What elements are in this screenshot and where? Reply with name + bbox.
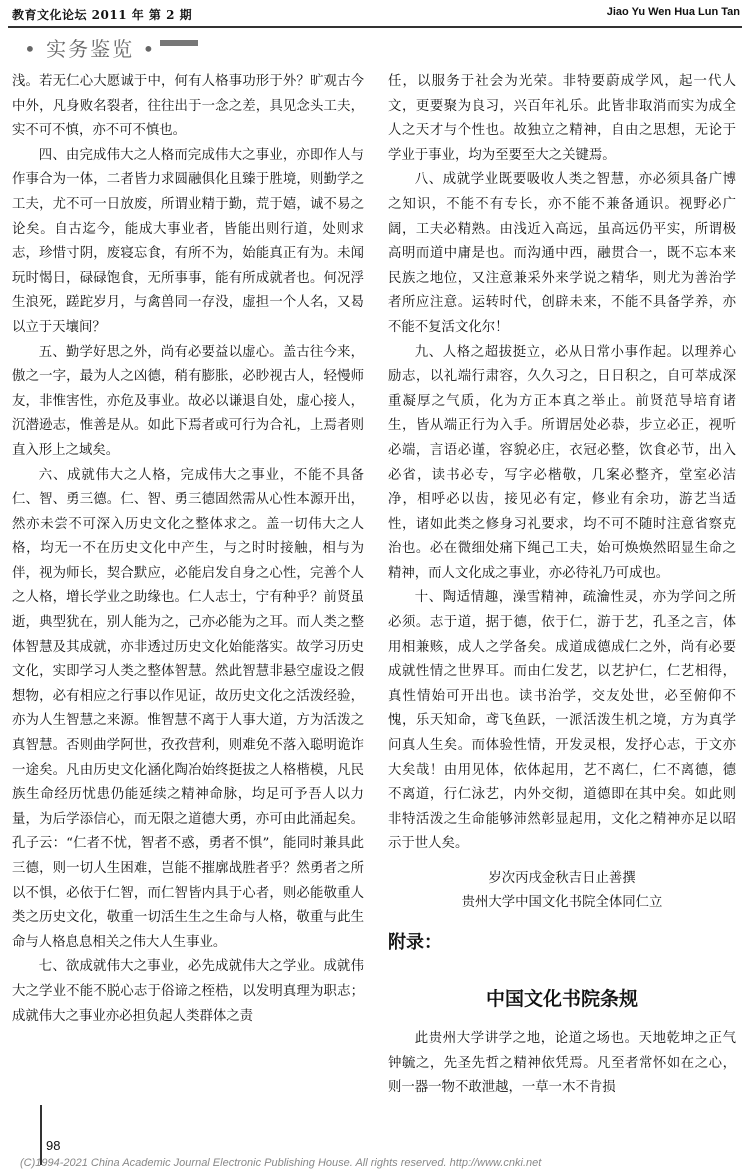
paragraph: 八、成就学业既要吸收人类之智慧，亦必须具备广博之知识，不能不有专长，亦不能不兼备通识。视野必广阔，工夫必精熟。由浅近入高远，虽高远仍平实，所谓极高明而道中庸是也。而沟通中西，融贯合一，既不忘本来民族之地位，又注意兼采外来学说之精华，则尤为善治学者所应注意。运转时代，创辟未来，不能不具备学养，亦不能不复活文化尔！ [388,172,736,335]
paragraph: 七、欲成就伟大之事业，必先成就伟大之学业。成就伟大之学业不能不脱心志于俗谛之桎梏，以发明真理为职志；成就伟大之事业亦必担负起人类群体之责 [12,959,364,1024]
page-number: 98 [46,1138,61,1153]
paragraph: 四、由完成伟大之人格而完成伟大之事业，亦即作人与作事合为一体，二者皆力求圆融俱化且臻于胜境，则勤学之工夫，尤不可一日放废，所谓业精于勤，荒于嬉，诚不易之论矣。自古迄今，能成大事业者，皆能出则行道，处则求志，珍惜寸阴，废寝忘食，有所不为，始能真正有为。未闻玩时愒日，碌碌饱食，无所事事，能有所成就者也。何况浮生浪死，蹉跎岁月，与禽兽同一存没，虚担一个人名，又曷以立于天壤间？ [12,147,364,335]
right-column [388,70,736,1101]
paragraph: 浅。若无仁心大愿诚于中，何有人格事功形于外？旷观古今中外，凡身败名裂者，往往出于一念之差，具见念头工夫，实不可不慎，亦不可不慎也。 [12,74,364,139]
paragraph: 六、成就伟大之人格，完成伟大之事业，不能不具备仁、智、勇三德。仁、智、勇三德固然需从心性本源开出，然亦未尝不可深入历史文化之整体求之。盖一切伟大之人格，均无一不在历史文化中产生，与之时时接触，相与为伴，视为师长，契合默应，必能启发自身之心性，完善个人之人格，增长学业之助缘也。仁人志士，宁有种乎？前贤虽逝，典型犹在，别人能为之，己亦必能为之耳。而人类之整体智慧及其成就，亦非透过历史文化始能落实。故学习历史文化，实即学习人类之整体智慧。然此智慧非悬空虚设之假想物，必有相应之行事以作见证，故历史文化之活泼经验，亦为人生智慧之来源。惟智慧不离于人事大道，方为活泼之真智慧。否则曲学阿世，孜孜营利，则难免不落入聪明诡诈一途矣。凡由历史文化涵化陶冶始终挺拔之人格楷模，凡民族生命经历忧患仍能延续之精神命脉，均足可予吾人以力量，为后学添信心，而无限之道德大勇，亦可由此涌起矣。孔子云：“仁者不忧，智者不惑，勇者不惧”，能同时兼具此三德，则一切人生困难，岂能不摧廓战胜者乎？然勇者之所以不惧，必依于仁智，而仁智皆内具于心者，则必能敬重人类之历史文化，敬重一切活生生之生命与人格，敬重与此生命与人格息息相关之伟大人生事业。 [12,467,364,950]
left-column [12,70,364,1029]
paragraph: 十、陶适情趣，澡雪精神，疏瀹性灵，亦为学问之所必须。志于道，据于德，依于仁，游于艺，孔圣之言，体用相兼赅，成人之学备矣。成道成德成仁之外，尚有必要成就性情之世界耳。而由仁发艺，以艺护仁，仁艺相得，真性情始可开出也。读书治学，交友处世，必至俯仰不愧，乐天知命，鸢飞鱼跃，一派活泼生机之境，方为真学问真人生矣。而体验性情，开发灵根，发抒心志，于文亦大矣哉！由用见体，依体起用，艺不离仁，仁不离德，德不离道，行仁泳艺，内外交彻，道德即在其中矣。如此则非特活泼之生命能够沛然彰显起用，文化之精神亦足以昭示于世人矣。 [388,590,736,852]
appendix-label: 附录： [388,932,442,953]
paragraph: 任，以服务于社会为光荣。非特要蔚成学风，起一代人文，更要聚为良习，兴百年礼乐。此皆非取消而实为成全人之天才与个性也。故独立之精神，自由之思想，无论于学业于事业，均为至要至大之关键焉。 [388,74,736,163]
signoff-line: 贵州大学中国文化书院全体同仁立 [461,895,663,910]
paragraph: 九、人格之超拔挺立，必从日常小事作起。以理养心励志，以礼端行肃容，久久习之，日日积之，自可萃成深重凝厚之气质，化为方正本真之举止。前贤范导培育诸生，皆从端正行为入手。所谓居处必恭，步立必正，视听必端，言语必谨，容貌必庄，衣冠必整，饮食必节，出入必省，读书必专，写字必楷敬，几案必整齐，堂室必洁净，相呼必以齿，接见必有定，修业有余功，游艺当适性，诸如此类之修身习礼要求，均不可不随时注意省察克治也。必在微细处痛下绳己工夫，始可焕焕然昭显生命之精神，而人文化成之事业，亦必待礼乃可成也。 [388,344,736,581]
header-divider [8,26,742,28]
journal-header-pinyin: Jiao Yu Wen Hua Lun Tan [606,6,740,18]
signoff-line: 岁次丙戌金秋吉日止善撰 [488,871,636,886]
appendix-title: 中国文化书院条规 [485,988,638,1010]
signoff [388,867,736,915]
copyright-footer: (C)1994-2021 China Academic Journal Electronic Publishing House. All rights reserved. http://www.cnki.net [20,1157,542,1169]
paragraph: 五、勤学好思之外，尚有必要益以虚心。盖古往今来，傲之一字，最为人之凶德，稍有膨胀，必眇视古人，轻慢师友，非惟害性，亦危及事业。故必以谦退自处，虚心接人，沉潜逊志，惟善是从。如此下焉者或可行为合礼，上焉者则直入形上之域矣。 [12,344,364,458]
footer-divider [40,1105,42,1165]
section-decoration-bar [160,40,198,46]
section-label: • 实务鉴览 • [24,37,157,61]
journal-header: 教育文化论坛 2011 年 第 2 期 [12,8,193,22]
appendix-paragraph: 此贵州大学讲学之地，论道之场也。天地乾坤之正气钟毓之，先圣先哲之精神依凭焉。凡至者常怀如在之心，则一器一物不敢泄越，一草一木不肯损 [388,1031,736,1096]
